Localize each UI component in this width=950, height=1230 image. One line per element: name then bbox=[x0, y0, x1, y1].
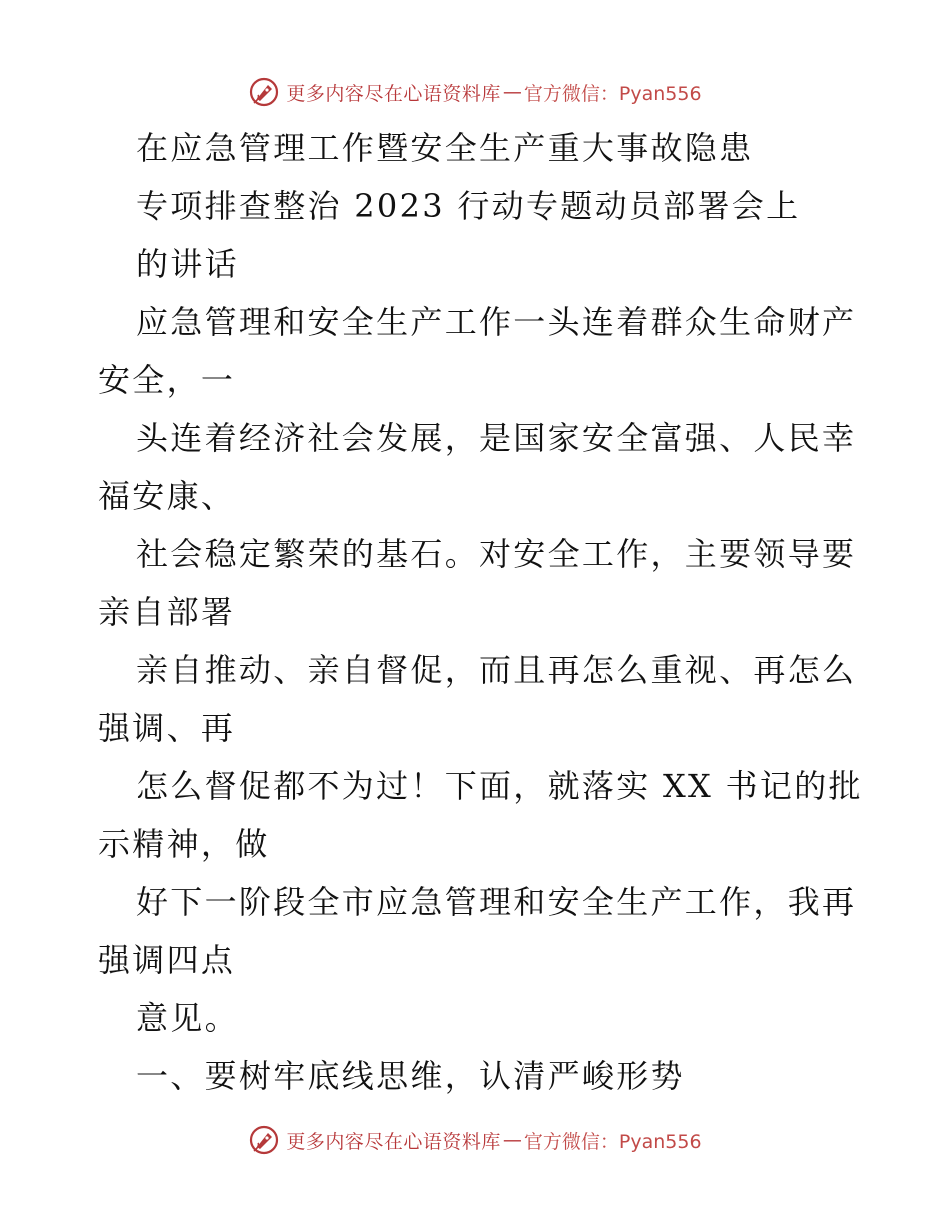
pen-nib-logo-icon bbox=[248, 76, 280, 108]
body-line: 应急管理和安全生产工作一头连着群众生命财产 bbox=[136, 303, 857, 341]
body-line: 亲自推动、亲自督促，而且再怎么重视、再怎么 bbox=[136, 651, 857, 689]
pen-nib-logo-icon bbox=[248, 1124, 280, 1156]
body-line: 意见。 bbox=[136, 999, 239, 1037]
watermark-text: 更多内容尽在心语资料库 bbox=[286, 1130, 501, 1153]
body-line: 怎么督促都不为过！下面，就落实 XX 书记的批 bbox=[136, 767, 863, 805]
watermark-header bbox=[0, 72, 950, 112]
body-line: 强调、再 bbox=[98, 709, 236, 747]
watermark-text: 更多内容尽在心语资料库 bbox=[286, 82, 501, 105]
title-line-2: 专项排查整治 2023 行动专题动员部署会上 bbox=[136, 187, 801, 225]
body-line: 强调四点 bbox=[98, 941, 236, 979]
body-line: 社会稳定繁荣的基石。对安全工作，主要领导要 bbox=[136, 535, 857, 573]
watermark-footer bbox=[0, 1120, 950, 1160]
body-line: 好下一阶段全市应急管理和安全生产工作，我再 bbox=[136, 883, 857, 921]
watermark-separator: — bbox=[502, 81, 522, 103]
watermark-contact: 官方微信：Pyan556 bbox=[523, 82, 702, 105]
title-line-3: 的讲话 bbox=[136, 245, 239, 283]
body-line: 亲自部署 bbox=[98, 593, 236, 631]
section-heading-1: 一、要树牢底线思维，认清严峻形势 bbox=[136, 1057, 685, 1095]
body-line: 头连着经济社会发展，是国家安全富强、人民幸 bbox=[136, 419, 857, 457]
body-line: 示精神，做 bbox=[98, 825, 270, 863]
body-line: 福安康、 bbox=[98, 477, 236, 515]
title-line-1: 在应急管理工作暨安全生产重大事故隐患 bbox=[136, 129, 754, 167]
body-line: 安全，一 bbox=[98, 361, 236, 399]
watermark-separator: — bbox=[502, 1129, 522, 1151]
watermark-contact: 官方微信：Pyan556 bbox=[523, 1130, 702, 1153]
